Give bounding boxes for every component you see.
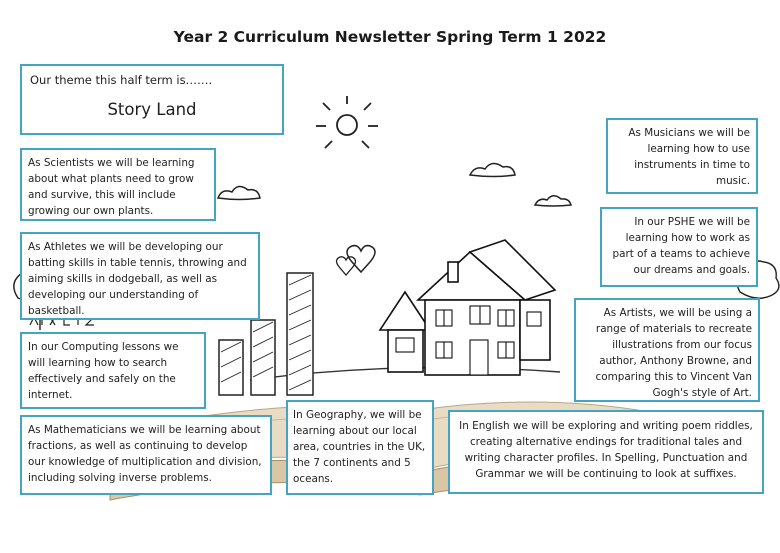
theme-label: Our theme this half term is……. (30, 73, 213, 87)
artists-box (574, 298, 760, 402)
mathematicians-box (20, 415, 272, 495)
artists-text: As Artists, we will be using a range of materials to recreate illustrations from our focus author, Anthony Browne, and comparing this to Vincent Van Gogh's style of Art. (595, 307, 752, 399)
cloud-icon (470, 163, 515, 176)
theme-value: Story Land (107, 100, 197, 119)
english-text: In English we will be exploring and writing poem riddles, creating alternative endings for traditional tales and writing character profiles. In Spelling, Punctuation and Grammar we will be continuing to look at suffixes. (459, 420, 753, 480)
geography-box (286, 400, 434, 495)
pshe-text: In our PSHE we will be learning how to work as part of a teams to achieve our dreams and goals. (612, 216, 750, 276)
house-drawing (380, 240, 555, 375)
heart-icon (337, 257, 356, 275)
scientists-box (20, 148, 216, 221)
theme-box (20, 64, 284, 135)
pshe-box (600, 207, 758, 287)
page-title: Year 2 Curriculum Newsletter Spring Term 1 2022 (173, 28, 607, 46)
mathematicians-text: As Mathematicians we will be learning about fractions, as well as continuing to develop our knowledge of multiplication and division, including solving inverse problems. (28, 424, 262, 484)
athletes-text: As Athletes we will be developing our batting skills in table tennis, throwing and aiming skills in dodgeball, as well as developing our understanding of basketball. (28, 241, 247, 317)
scientists-text: As Scientists we will be learning about what plants need to grow and survive, this will include growing our own plants. (28, 157, 195, 217)
geography-text: In Geography, we will be learning about our local area, countries in the UK, the 7 continents and 5 oceans. (293, 409, 426, 485)
computing-text: In our Computing lessons we will learning how to search effectively and safely on the internet. (28, 341, 179, 401)
cloud-icon (218, 186, 260, 199)
musicians-box (606, 118, 758, 194)
english-box (448, 410, 764, 494)
cloud-icon (535, 196, 571, 206)
computing-box (20, 332, 206, 409)
sun-icon (316, 96, 378, 148)
musicians-text: As Musicians we will be learning how to use instruments in time to music. (628, 127, 750, 187)
athletes-box (20, 232, 260, 320)
